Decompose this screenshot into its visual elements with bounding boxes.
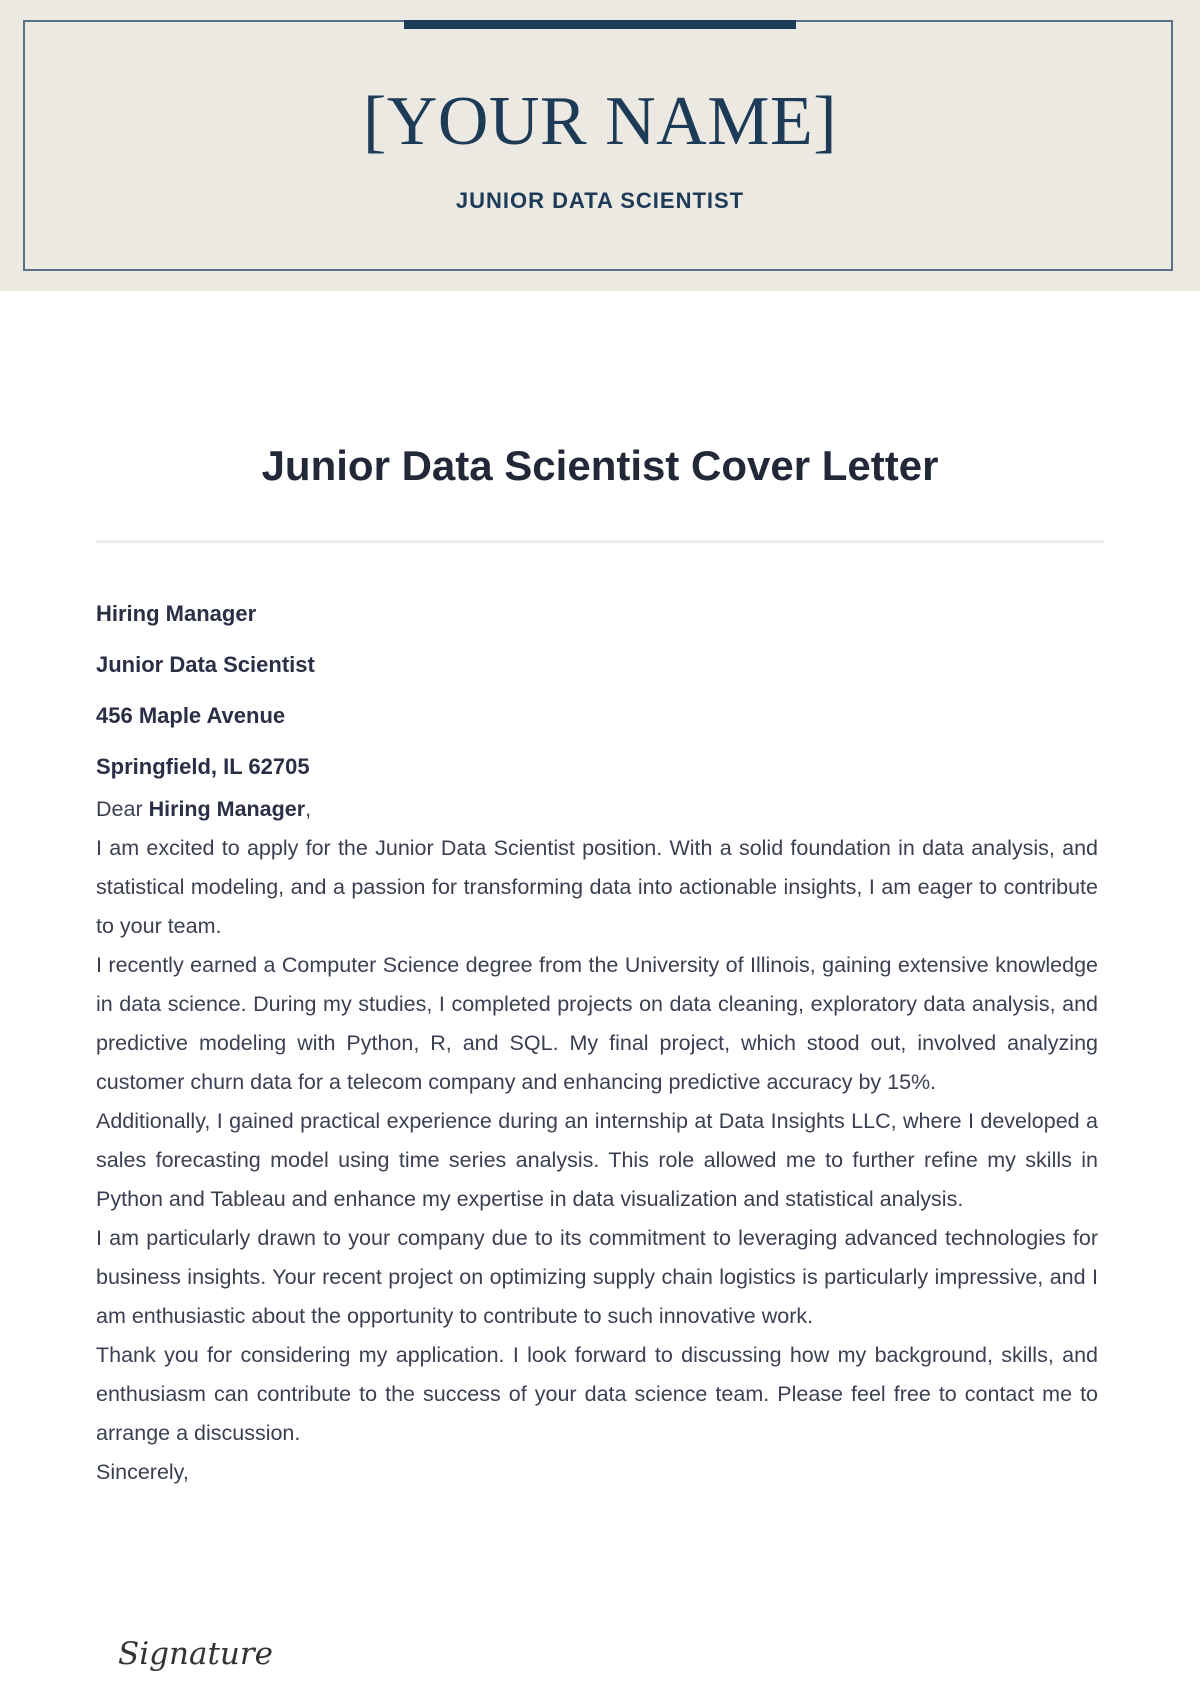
letter-paragraph: Additionally, I gained practical experience during an internship at Data Insights LLC, where I developed a sales forecasting model using time series analysis. This role allowed me to further refine my skills in Python and Tableau and enhance my expertise in data visualization and statistical analysis. <box>96 1109 1098 1211</box>
applicant-role: JUNIOR DATA SCIENTIST <box>455 188 745 213</box>
salutation <box>96 790 1098 829</box>
letter-paragraph: I am particularly drawn to your company due to its commitment to leveraging advanced technologies for business insights. Your recent project on optimizing supply chain logistics is particularly impressive, and I am enthusiastic about the opportunity to contribute to such innovative work. <box>96 1226 1098 1328</box>
recipient-name: Hiring Manager <box>96 601 257 626</box>
salutation-name: Hiring Manager <box>148 797 306 821</box>
letter-body <box>96 790 1098 1492</box>
header-band <box>0 0 1200 291</box>
letter-paragraph: Thank you for considering my application. I look forward to discussing how my background, skills, and enthusiasm can contribute to the success of your data science team. Please feel free to contact me to arrange a discussion. <box>96 1343 1098 1445</box>
recipient-city: Springfield, IL 62705 <box>96 754 310 779</box>
letter-paragraph: I recently earned a Computer Science degree from the University of Illinois, gaining extensive knowledge in data science. During my studies, I completed projects on data cleaning, exploratory data analysis, and predictive modeling with Python, R, and SQL. My final project, which stood out, involved analyzing customer churn data for a telecom company and enhancing predictive accuracy by 15%. <box>96 953 1098 1094</box>
salutation-prefix: Dear <box>96 797 149 821</box>
recipient-street: 456 Maple Avenue <box>96 703 286 728</box>
letter-paragraph: I am excited to apply for the Junior Data Scientist position. With a solid foundation in data analysis, and statistical modeling, and a passion for transforming data into actionable insights, I am eager to contribute to your team. <box>96 836 1098 938</box>
recipient-position: Junior Data Scientist <box>96 652 315 677</box>
page-title: Junior Data Scientist Cover Letter <box>261 442 939 489</box>
header-accent-bar <box>404 20 796 29</box>
recipient-block <box>96 598 1106 802</box>
salutation-suffix: , <box>305 797 312 821</box>
applicant-name: [YOUR NAME] <box>362 83 838 160</box>
title-divider <box>96 540 1104 543</box>
signature: Signature <box>118 1636 274 1672</box>
closing: Sincerely, <box>96 1460 189 1484</box>
